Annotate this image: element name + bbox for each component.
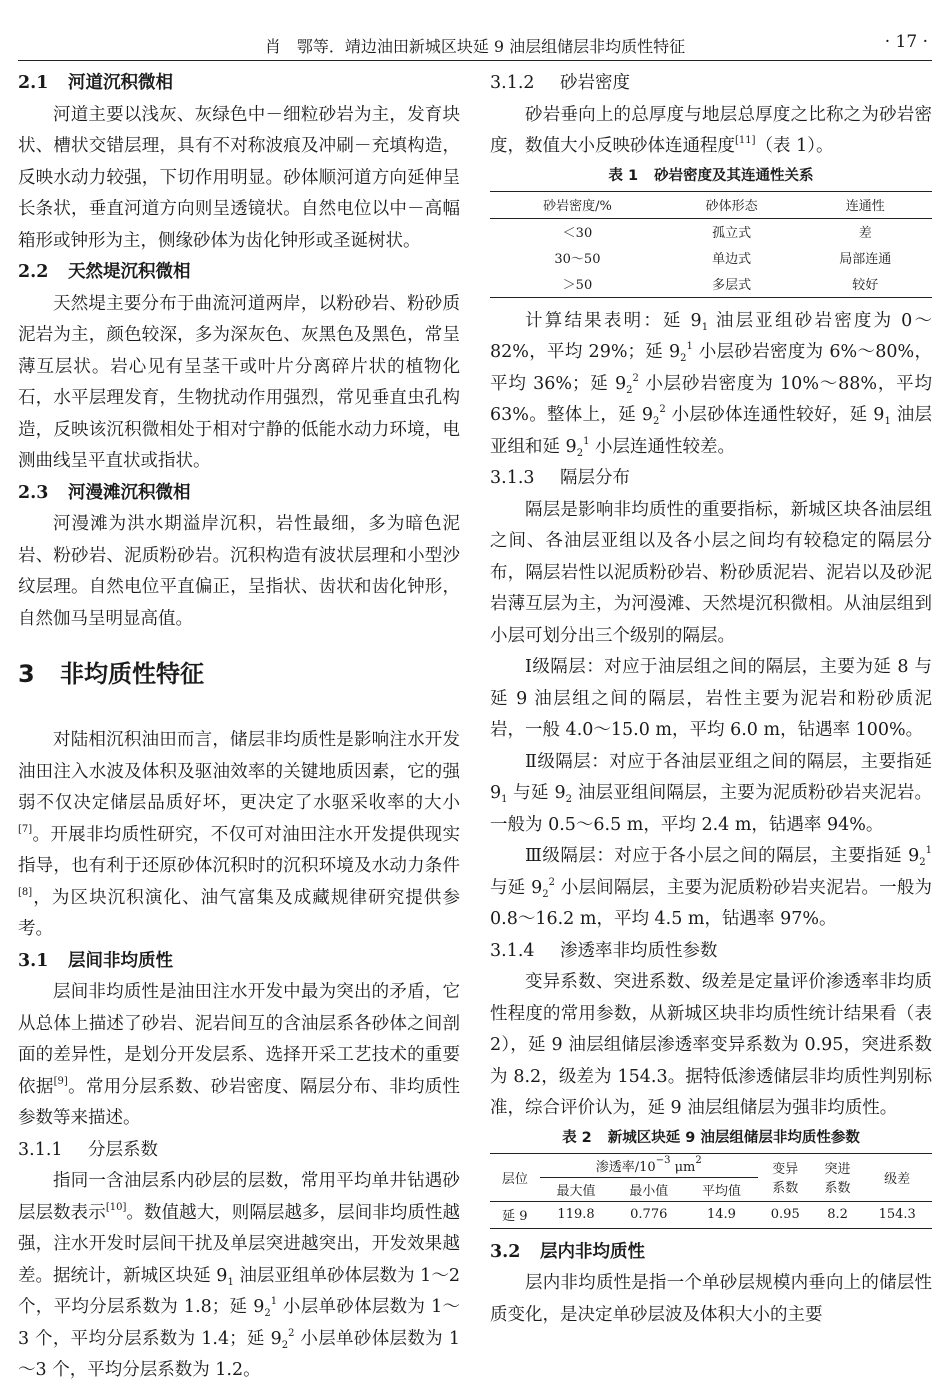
right-column	[490, 68, 932, 1331]
table-header-row	[490, 1153, 932, 1177]
paragraph: 计算结果表明：延 $9_1$ 油层亚组砂岩密度为 0～82%，平均 29%；延 $9_2^1$ 小层砂岩密度为 6%～80%，平均 36%；延 $9_2^2$ 小层砂岩密度为 10%～88%，平均 63%。整体上，延 $9_2^2$ 小层砂体连通性较好，延 $9_1$ 油层亚组和延 $9_2^1$ 小层连通性较差。	[490, 310, 933, 459]
section-2-3-heading: 2.3 河漫滩沉积微相	[18, 482, 191, 503]
table-row: ＞50 多层式 较好	[562, 278, 879, 293]
column-header: 连通性	[798, 191, 932, 218]
column-header: 平均值	[685, 1177, 758, 1201]
column-header: 砂岩密度/%	[490, 191, 665, 218]
column-header: 最小值	[612, 1177, 685, 1201]
table-1	[490, 191, 932, 298]
paragraph: 天然堤主要分布于曲流河道两岸，以粉砂岩、粉砂质泥岩为主，颜色较深，多为深灰色、灰黑色及黑色，常呈薄互层状。岩心见有呈茎干或叶片分离碎片状的植物化石，水平层理发育，生物扰动作用强烈，常见垂直虫孔构造，反映该沉积微相处于相对宁静的低能水动力环境，电测曲线呈平直状或指状。	[18, 293, 460, 471]
paragraph: 河漫滩为洪水期溢岸沉积，岩性最细，多为暗色泥岩、粉砂岩、泥质粉砂岩。沉积构造有波状层理和小型沙纹层理。自然电位平直偏正，呈指状、齿状和齿化钟形，自然伽马呈明显高值。	[18, 514, 460, 629]
paragraph: 对陆相沉积油田而言，储层非均质性是影响注水开发油田注入水波及体积及驱油效率的关键地质因素，它的强弱不仅决定储层品质好坏，更决定了水驱采收率的大小[7]。开展非均质性研究，不仅可对油田注水开发提供现实指导，也有利于还原砂体沉积时的沉积环境及水动力条件[8]，为区块沉积演化、油气富集及成藏规律研究提供参考。	[18, 730, 460, 939]
column-header: 变异 系数	[758, 1153, 813, 1201]
citation: [8]	[18, 886, 33, 898]
column-header: 砂体形态	[665, 191, 799, 218]
column-header: 最大值	[540, 1177, 613, 1201]
table-row: ＜30 孤立式 差	[562, 226, 872, 241]
section-3-1-2-heading: 3.1.2 砂岩密度	[490, 73, 630, 93]
table-2	[490, 1153, 932, 1229]
paragraph: Ⅲ级隔层：对应于各小层之间的隔层，主要指延 $9_2^1$ 与延 $9_2^2$ 小层间隔层，主要为泥质粉砂岩夹泥岩。一般为 0.8～16.2 m，平均 4.5 m，钻遇率 97%。	[490, 845, 933, 929]
table-2-caption: 表 2 新城区块延 9 油层组储层非均质性参数	[562, 1129, 860, 1146]
running-head	[18, 30, 932, 61]
section-3-1-3-heading: 3.1.3 隔层分布	[490, 468, 630, 488]
section-3-2-heading: 3.2 层内非均质性	[490, 1241, 645, 1262]
section-2-2-heading: 2.2 天然堤沉积微相	[18, 262, 191, 282]
section-2-1-heading: 2.1 河道沉积微相	[18, 73, 173, 93]
paragraph: 砂岩垂向上的总厚度与地层总厚度之比称之为砂岩密度，数值大小反映砂体连通程度[11]（表 1）。	[490, 104, 932, 156]
paragraph: Ⅰ级隔层：对应于油层组之间的隔层，主要为延 8 与延 9 油层组之间的隔层，岩性主要为泥岩和粉砂质泥岩，一般 4.0～15.0 m，平均 6.0 m，钻遇率 100%。	[490, 657, 932, 740]
table-header-row	[490, 191, 932, 218]
section-3-1-4-heading: 3.1.4 渗透率非均质性参数	[490, 940, 718, 961]
column-header: 渗透率$/10^{-3}$ $\mu m^2$	[540, 1153, 758, 1177]
paragraph: 变异系数、突进系数、级差是定量评价渗透率非均质性程度的常用参数，从新城区块非均质性统计结果看（表 2），延 9 油层组储层渗透率变异系数为 0.95，突进系数为 8.2，级差为 154.3。据特低渗透储层非均质性判别标准，综合评价认为，延 9 油层组储层为强非均质性。	[490, 972, 932, 1118]
column-header: 级差	[862, 1153, 932, 1201]
paragraph: 隔层是影响非均质性的重要指标，新城区块各油层组之间、各油层亚组以及各小层之间均有较稳定的隔层分布，隔层岩性以泥质粉砂岩、粉砂质泥岩、泥岩以及砂泥岩薄互层为主，为河漫滩、天然堤沉积微相。从油层组到小层可划分出三个级别的隔层。	[490, 499, 932, 646]
section-3-1-1-heading: 3.1.1 分层系数	[18, 1139, 158, 1160]
column-header: 突进 系数	[813, 1153, 863, 1201]
paragraph: 河道主要以浅灰、灰绿色中－细粒砂岩为主，发育块状、槽状交错层理，具有不对称波痕及冲刷－充填构造，反映水动力较强，下切作用明显。砂体顺河道方向延伸呈长条状，垂直河道方向则呈透镜状。自然电位以中－高幅箱形或钟形为主，侧缘砂体为齿化钟形或圣诞树状。	[18, 104, 460, 251]
table-row: 延 9 119.8 0.776 14.9 0.95 8.2 154.3	[502, 1207, 916, 1224]
citation: [11]	[735, 135, 756, 146]
table-row: 30～50 单边式 局部连通	[554, 252, 892, 267]
paragraph: 层内非均质性是指一个单砂层规模内垂向上的储层性质变化，是决定单砂层波及体积大小的主要	[490, 1273, 932, 1325]
citation: [7]	[18, 823, 33, 835]
paragraph: 指同一含油层系内砂层的层数，常用平均单井钻遇砂层层数表示[10]。数值越大，则隔层越多，层间非均质性越强，注水开发时层间干扰及单层突进越突出，开发效果越差。据统计，新城区块延 $9_1$ 油层亚组单砂体层数为 1～2 个，平均分层系数为 1.8；延 $9_2^1$ 小层单砂体层数为 1～3 个，平均分层系数为 1.4；延 $9_2^2$ 小层单砂体层数为 1～3 个，平均分层系数为 1.2。	[18, 1171, 461, 1380]
running-title: 肖 鄂等．靖边油田新城区块延 9 油层组储层非均质性特征	[264, 37, 686, 56]
page-number: · 17 ·	[884, 32, 928, 52]
left-column	[18, 68, 460, 1387]
paragraph: 层间非均质性是油田注水开发中最为突出的矛盾，它从总体上描述了砂岩、泥岩间互的含油层系各砂体之间剖面的差异性，是划分开发层系、选择开采工艺技术的重要依据[9]。常用分层系数、砂岩密度、隔层分布、非均质性参数等来描述。	[18, 982, 461, 1128]
paragraph: Ⅱ级隔层：对应于各油层亚组之间的隔层，主要指延 $9_1$ 与延 $9_2$ 油层亚组间隔层，主要为泥质粉砂岩夹泥岩。一般为 0.5～6.5 m，平均 2.4 m，钻遇率 94%。	[490, 751, 932, 835]
section-3-1-heading: 3.1 层间非均质性	[18, 950, 173, 971]
citation: [10]	[105, 1201, 127, 1213]
citation: [9]	[53, 1075, 68, 1087]
section-3-heading: 3 非均质性特征	[18, 660, 204, 688]
table-1-caption: 表 1 砂岩密度及其连通性关系	[608, 167, 814, 184]
column-header: 层位	[490, 1153, 540, 1201]
